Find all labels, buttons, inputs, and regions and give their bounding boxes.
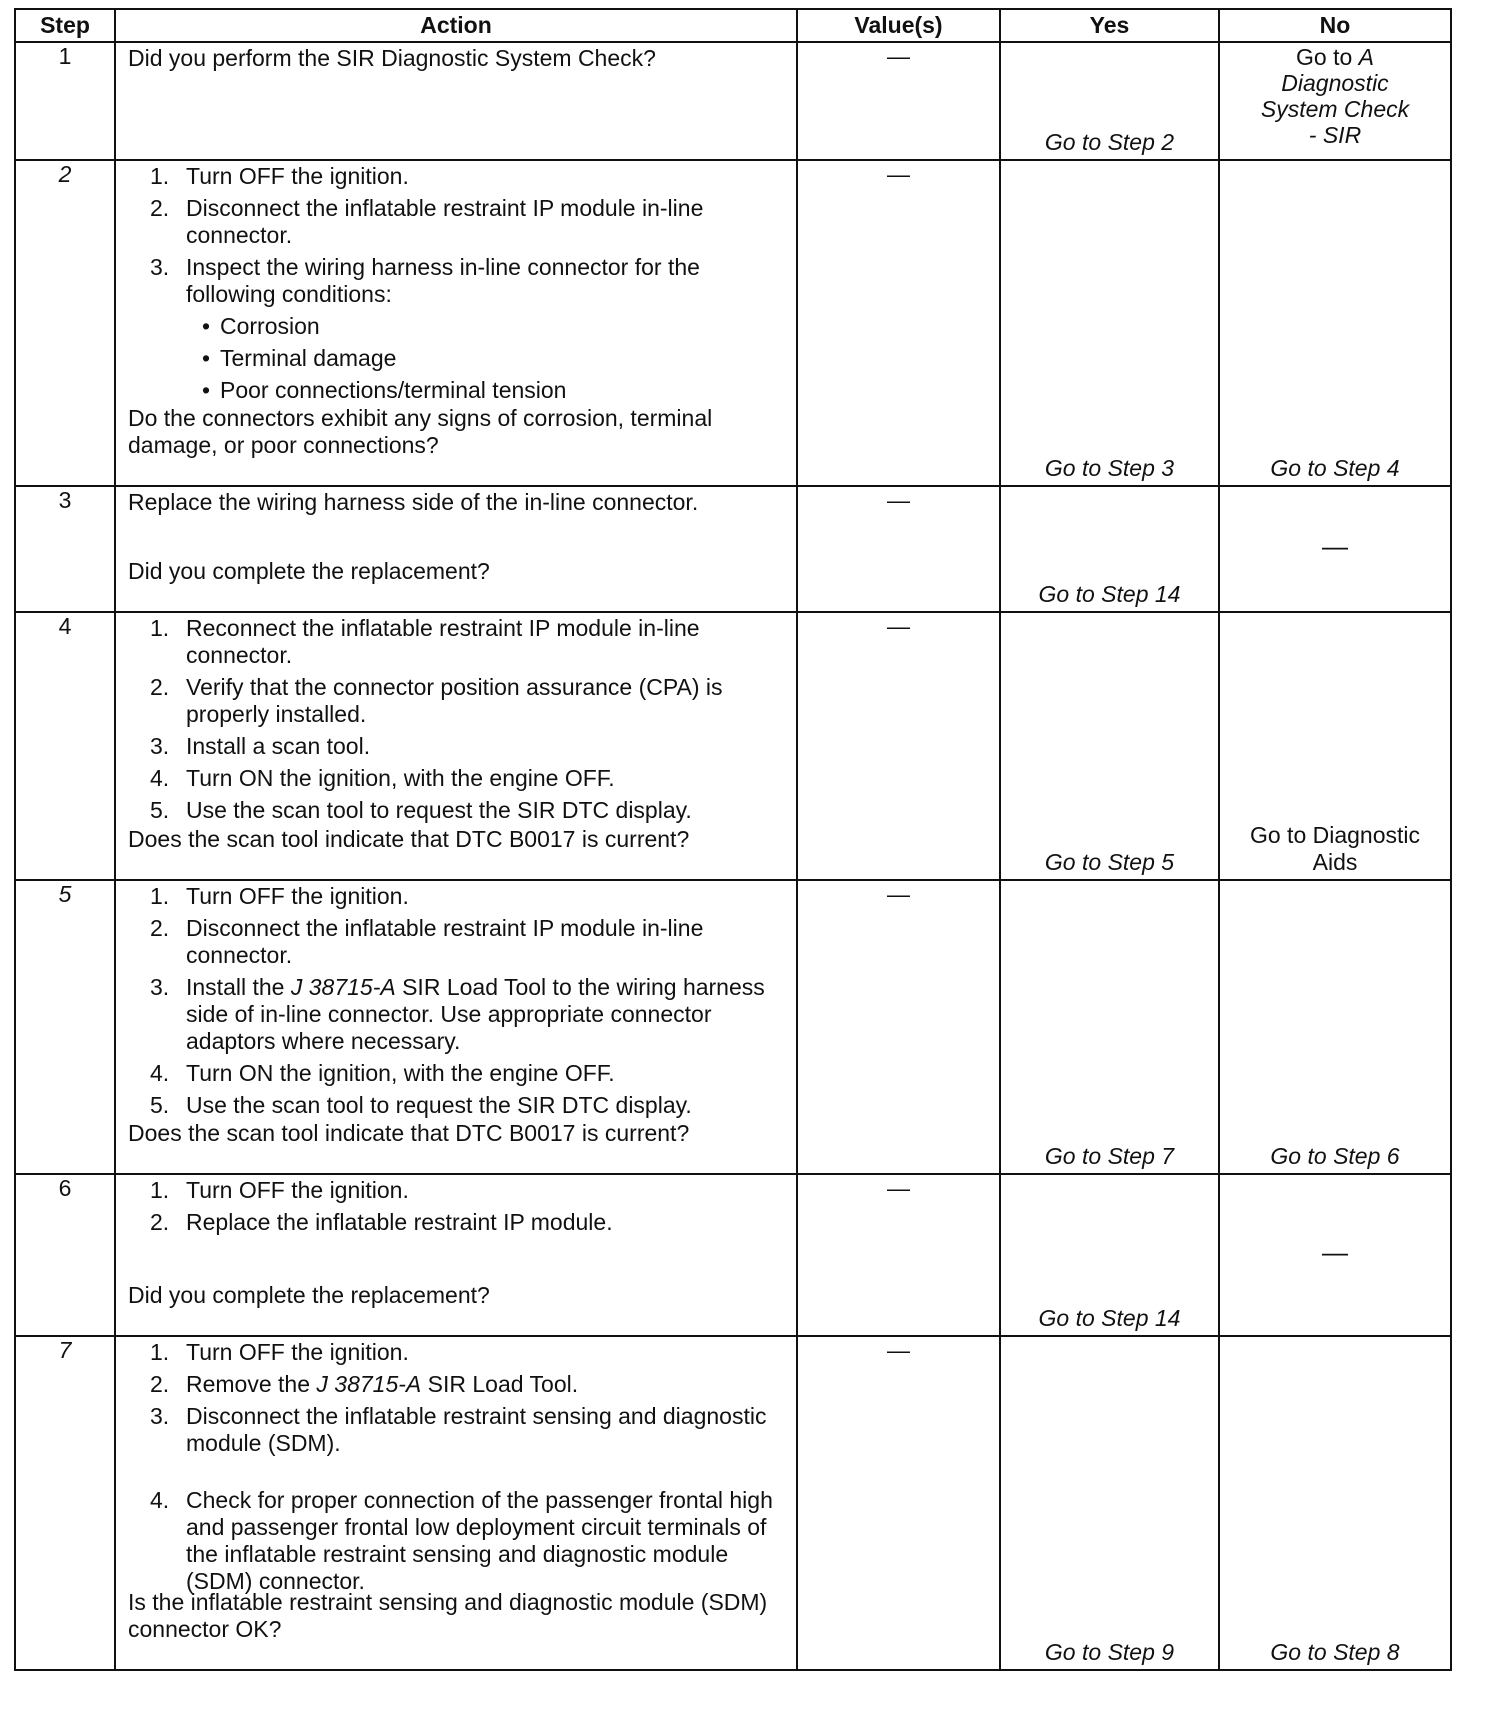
table-row (15, 42, 1451, 160)
action-cell (115, 880, 797, 1174)
list-item: • Terminal damage (128, 345, 788, 372)
action-steps (128, 163, 788, 308)
no-cell (1219, 42, 1451, 160)
yes-link[interactable]: Go to Step 9 (1044, 1639, 1175, 1665)
yes-cell (1000, 612, 1219, 880)
table-row (15, 160, 1451, 486)
action-question: Do the connectors exhibit any signs of corrosion, terminal damage, or poor connections? (128, 405, 713, 458)
list-item: 3. Inspect the wiring harness in-line connector for the following conditions: (150, 254, 700, 307)
yes-cell (1000, 486, 1219, 612)
value-cell: — (797, 880, 1000, 1174)
step-number: 5 (15, 880, 115, 1174)
no-link[interactable]: Go to Diagnostic Aids (1249, 822, 1421, 875)
list-item: 5. Use the scan tool to request the SIR DTC display. (150, 797, 692, 823)
no-cell (1219, 1336, 1451, 1670)
list-item: • Poor connections/terminal tension (128, 377, 788, 404)
table-row (15, 1174, 1451, 1336)
value-cell: — (797, 486, 1000, 612)
no-cell (1219, 612, 1451, 880)
no-cell (1219, 486, 1451, 612)
no-cell (1219, 880, 1451, 1174)
list-item: 4. Check for proper connection of the passenger frontal high and passenger frontal low deployment circuit terminals of the inflatable restraint sensing and diagnostic module (SDM) connector. (150, 1487, 773, 1594)
header-action: Action (115, 9, 797, 42)
yes-link[interactable]: Go to Step 14 (1038, 1305, 1181, 1331)
action-cell (115, 486, 797, 612)
no-link[interactable]: Go to Step 4 (1270, 455, 1400, 481)
header-no: No (1219, 9, 1451, 42)
yes-cell (1000, 880, 1219, 1174)
action-steps (128, 615, 788, 824)
no-cell (1219, 1174, 1451, 1336)
no-value: — (1322, 531, 1348, 561)
action-cell (115, 612, 797, 880)
list-item: 4. Turn ON the ignition, with the engine OFF. (150, 765, 615, 791)
no-cell (1219, 160, 1451, 486)
list-item: 2. Remove the J 38715-A SIR Load Tool. (150, 1371, 579, 1397)
list-item: 2. Verify that the connector position assurance (CPA) is properly installed. (150, 674, 723, 727)
action-question: Did you complete the replacement? (128, 558, 490, 584)
action-text: Replace the wiring harness side of the in-line connector. (128, 489, 699, 515)
action-steps (128, 1177, 788, 1236)
action-question: Did you perform the SIR Diagnostic System Check? (128, 45, 656, 71)
table-row (15, 1336, 1451, 1670)
action-question: Does the scan tool indicate that DTC B0017 is current? (128, 1120, 690, 1146)
value-cell: — (797, 1336, 1000, 1670)
action-question: Is the inflatable restraint sensing and diagnostic module (SDM) connector OK? (128, 1589, 768, 1642)
header-row (15, 9, 1451, 42)
yes-link[interactable]: Go to Step 7 (1044, 1143, 1175, 1169)
yes-cell (1000, 160, 1219, 486)
table-row (15, 880, 1451, 1174)
list-item: 5. Use the scan tool to request the SIR DTC display. (150, 1092, 692, 1118)
tool-name: J 38715-A (290, 974, 396, 1000)
tool-name: J 38715-A (316, 1371, 422, 1397)
action-steps (128, 883, 788, 1119)
step-number: 7 (15, 1336, 115, 1670)
action-cell (115, 1174, 797, 1336)
action-cell (115, 160, 797, 486)
yes-link[interactable]: Go to Step 14 (1038, 581, 1181, 607)
no-link[interactable]: Go to Step 8 (1270, 1639, 1400, 1665)
yes-link[interactable]: Go to Step 3 (1044, 455, 1175, 481)
list-item: 4. Turn ON the ignition, with the engine OFF. (150, 1060, 615, 1086)
action-cell (115, 42, 797, 160)
list-item: 1. Turn OFF the ignition. (150, 163, 409, 189)
list-item: 1. Reconnect the inflatable restraint IP module in-line connector. (150, 615, 700, 668)
step-number: 4 (15, 612, 115, 880)
action-steps (128, 1339, 788, 1595)
list-item: • Corrosion (128, 313, 788, 340)
header-values: Value(s) (797, 9, 1000, 42)
yes-cell (1000, 1174, 1219, 1336)
diagnostic-table (14, 8, 1452, 1671)
value-cell: — (797, 1174, 1000, 1336)
no-link[interactable]: Go to A Diagnostic System Check - SIR (1260, 44, 1410, 148)
value-cell: — (797, 612, 1000, 880)
header-yes: Yes (1000, 9, 1219, 42)
list-item: 3. Install the J 38715-A SIR Load Tool to the wiring harness side of in-line connector. Use appropriate connector adaptors where necessary. (150, 974, 765, 1054)
yes-link[interactable]: Go to Step 5 (1044, 849, 1175, 875)
table-row (15, 612, 1451, 880)
list-item: 2. Replace the inflatable restraint IP module. (150, 1209, 613, 1235)
condition-list (128, 313, 788, 404)
action-question: Did you complete the replacement? (128, 1282, 490, 1308)
header-step: Step (15, 9, 115, 42)
no-value: — (1322, 1237, 1348, 1267)
value-cell: — (797, 160, 1000, 486)
list-item: 2. Disconnect the inflatable restraint IP module in-line connector. (150, 195, 704, 248)
yes-cell (1000, 42, 1219, 160)
step-number: 1 (15, 42, 115, 160)
list-item: 3. Install a scan tool. (150, 733, 371, 759)
step-number: 2 (15, 160, 115, 486)
action-question: Does the scan tool indicate that DTC B0017 is current? (128, 826, 690, 852)
no-link[interactable]: Go to Step 6 (1270, 1143, 1400, 1169)
list-item: 3. Disconnect the inflatable restraint sensing and diagnostic module (SDM). (150, 1403, 767, 1456)
step-number: 6 (15, 1174, 115, 1336)
list-item: 1. Turn OFF the ignition. (150, 883, 409, 909)
list-item: 1. Turn OFF the ignition. (150, 1339, 409, 1365)
yes-cell (1000, 1336, 1219, 1670)
table-row (15, 486, 1451, 612)
action-cell (115, 1336, 797, 1670)
list-item: 2. Disconnect the inflatable restraint IP module in-line connector. (150, 915, 704, 968)
yes-link[interactable]: Go to Step 2 (1044, 129, 1175, 155)
value-cell: — (797, 42, 1000, 160)
list-item: 1. Turn OFF the ignition. (150, 1177, 409, 1203)
step-number: 3 (15, 486, 115, 612)
